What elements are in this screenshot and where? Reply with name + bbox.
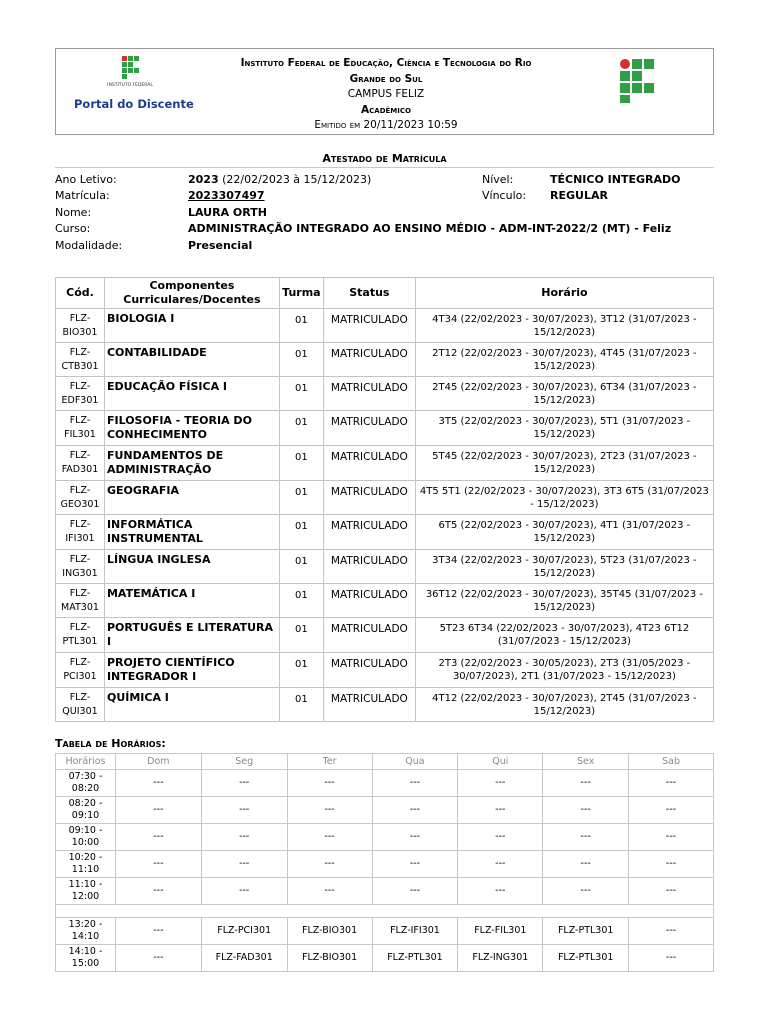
schedule-row (56, 797, 714, 824)
enrollment-table-header (56, 278, 714, 309)
course-code-suffix: FAD301 (61, 464, 99, 475)
schedule-cell: --- (287, 770, 372, 797)
course-code-prefix: FLZ- (69, 657, 91, 668)
schedule-time-end: 11:10 (71, 864, 100, 875)
schedule-cell: FLZ-FAD301 (201, 945, 287, 972)
schedule-time-end: 08:20 (71, 783, 100, 794)
schedule-time-start: 10:20 - (68, 852, 103, 863)
course-horario: 2T3 (22/02/2023 - 30/05/2023), 2T3 (31/05/2023 - 30/07/2023), 2T1 (31/07/2023 - 15/12/2023) (415, 653, 713, 688)
course-horario: 3T34 (22/02/2023 - 30/07/2023), 5T23 (31/07/2023 - 15/12/2023) (415, 550, 713, 584)
schedule-time (56, 770, 116, 797)
course-code-prefix: FLZ- (69, 313, 91, 324)
course-component: PORTUGUÊS E LITERATURA I (104, 618, 279, 653)
schedule-time-start: 13:20 - (68, 919, 103, 930)
if-logo-icon (619, 58, 657, 104)
course-turma: 01 (279, 688, 323, 722)
schedule-row (56, 945, 714, 972)
schedule-cell: FLZ-BIO301 (287, 918, 372, 945)
course-status: MATRICULADO (323, 411, 415, 446)
enrollment-row (56, 584, 714, 618)
course-component: BIOLOGIA I (104, 309, 279, 343)
course-status: MATRICULADO (323, 446, 415, 481)
course-code-suffix: BIO301 (62, 327, 98, 338)
schedule-cell: FLZ-PCI301 (201, 918, 287, 945)
course-horario: 6T5 (22/02/2023 - 30/07/2023), 4T1 (31/07/2023 - 15/12/2023) (415, 515, 713, 550)
course-code (56, 584, 105, 618)
course-code (56, 550, 105, 584)
course-status: MATRICULADO (323, 309, 415, 343)
course-code (56, 688, 105, 722)
schedule-row (56, 851, 714, 878)
institution-region: Grande do Sul (349, 72, 423, 85)
course-code-suffix: IFI301 (65, 533, 95, 544)
course-code-suffix: QUI301 (62, 706, 98, 717)
enrollment-row (56, 343, 714, 377)
course-code (56, 343, 105, 377)
schedule-cell: --- (287, 878, 372, 905)
course-turma: 01 (279, 446, 323, 481)
header-turma: Turma (279, 278, 323, 309)
header-componentes: Componentes Curriculares/Docentes (104, 278, 279, 309)
schedule-cell: --- (543, 851, 629, 878)
campus-name: CAMPUS FELIZ (347, 88, 425, 100)
course-status: MATRICULADO (323, 653, 415, 688)
header-cod: Cód. (56, 278, 105, 309)
course-horario: 5T23 6T34 (22/02/2023 - 30/07/2023), 4T23 6T12 (31/07/2023 - 15/12/2023) (415, 618, 713, 653)
course-code-suffix: ING301 (62, 568, 98, 579)
schedule-cell: --- (458, 797, 543, 824)
schedule-time-end: 14:10 (71, 931, 100, 942)
enrollment-row (56, 411, 714, 446)
schedule-cell: --- (629, 797, 714, 824)
vinculo-label: Vínculo: (482, 189, 527, 202)
course-code-prefix: FLZ- (69, 381, 91, 392)
department-name: Acadêmico (361, 103, 411, 116)
schedule-cell: --- (201, 851, 287, 878)
schedule-cell: --- (543, 797, 629, 824)
course-status: MATRICULADO (323, 550, 415, 584)
course-code-suffix: CTB301 (61, 361, 99, 372)
schedule-row (56, 878, 714, 905)
schedule-time (56, 878, 116, 905)
enrollment-row (56, 618, 714, 653)
schedule-row (56, 824, 714, 851)
schedule-cell: --- (372, 797, 458, 824)
schedule-cell: --- (629, 851, 714, 878)
schedule-cell: --- (115, 824, 201, 851)
schedule-cell: --- (629, 770, 714, 797)
schedule-table (55, 753, 714, 972)
logo-left-text: INSTITUTO FEDERAL (107, 83, 153, 88)
schedule-cell: --- (372, 770, 458, 797)
course-code (56, 446, 105, 481)
document-header (55, 48, 714, 135)
schedule-break-cell (56, 905, 714, 918)
schedule-time (56, 797, 116, 824)
sched-header-seg: Seg (201, 754, 287, 770)
course-code-prefix: FLZ- (69, 588, 91, 599)
schedule-cell: --- (458, 878, 543, 905)
course-code (56, 515, 105, 550)
portal-label[interactable]: Portal do Discente (74, 97, 194, 111)
enrollment-row (56, 377, 714, 411)
schedule-time (56, 851, 116, 878)
modalidade-label: Modalidade: (55, 239, 123, 252)
enrollment-table (55, 277, 714, 722)
course-status: MATRICULADO (323, 343, 415, 377)
course-component: LÍNGUA INGLESA (104, 550, 279, 584)
schedule-cell: --- (201, 770, 287, 797)
institute-logo-icon (107, 55, 153, 101)
schedule-time-end: 12:00 (71, 891, 100, 902)
course-code-suffix: MAT301 (61, 602, 99, 613)
course-turma: 01 (279, 584, 323, 618)
schedule-row (56, 770, 714, 797)
schedule-cell: --- (287, 797, 372, 824)
header-horario: Horário (415, 278, 713, 309)
schedule-time-end: 15:00 (71, 958, 100, 969)
schedule-header (56, 754, 714, 770)
schedule-cell: --- (458, 770, 543, 797)
course-code-suffix: PTL301 (62, 636, 98, 647)
schedule-time-start: 07:30 - (68, 771, 103, 782)
schedule-cell: --- (115, 918, 201, 945)
vinculo-value: REGULAR (550, 189, 608, 202)
course-code-prefix: FLZ- (69, 485, 91, 496)
schedule-cell: --- (543, 878, 629, 905)
course-component: EDUCAÇÃO FÍSICA I (104, 377, 279, 411)
course-turma: 01 (279, 550, 323, 584)
title-divider (55, 167, 714, 168)
schedule-cell: --- (372, 824, 458, 851)
course-turma: 01 (279, 309, 323, 343)
enrollment-row (56, 653, 714, 688)
modalidade-value: Presencial (188, 239, 253, 252)
course-code-prefix: FLZ- (69, 519, 91, 530)
schedule-cell: --- (115, 945, 201, 972)
course-component: GEOGRAFIA (104, 481, 279, 515)
schedule-cell: FLZ-BIO301 (287, 945, 372, 972)
schedule-cell: --- (115, 770, 201, 797)
curso-label: Curso: (55, 222, 91, 235)
course-horario: 2T45 (22/02/2023 - 30/07/2023), 6T34 (31/07/2023 - 15/12/2023) (415, 377, 713, 411)
enrollment-row (56, 309, 714, 343)
sched-header-dom: Dom (115, 754, 201, 770)
course-turma: 01 (279, 618, 323, 653)
course-code-suffix: EDF301 (61, 395, 99, 406)
course-code-prefix: FLZ- (69, 692, 91, 703)
course-component: CONTABILIDADE (104, 343, 279, 377)
sched-header-qua: Qua (372, 754, 458, 770)
course-status: MATRICULADO (323, 481, 415, 515)
schedule-cell: --- (458, 824, 543, 851)
schedule-time (56, 824, 116, 851)
sched-header-sex: Sex (543, 754, 629, 770)
sched-header-ter: Ter (287, 754, 372, 770)
course-code-prefix: FLZ- (69, 347, 91, 358)
sched-header-horarios: Horários (56, 754, 116, 770)
schedule-cell: FLZ-PTL301 (543, 918, 629, 945)
schedule-cell: --- (372, 851, 458, 878)
course-component: FILOSOFIA - TEORIA DO CONHECIMENTO (104, 411, 279, 446)
course-turma: 01 (279, 343, 323, 377)
course-component: QUÍMICA I (104, 688, 279, 722)
schedule-cell: --- (115, 851, 201, 878)
course-status: MATRICULADO (323, 618, 415, 653)
course-turma: 01 (279, 481, 323, 515)
nivel-label: Nível: (482, 173, 514, 186)
enrollment-row (56, 550, 714, 584)
schedule-cell: FLZ-PTL301 (372, 945, 458, 972)
schedule-cell: --- (629, 945, 714, 972)
nivel-value: TÉCNICO INTEGRADO (550, 173, 681, 186)
course-code (56, 377, 105, 411)
course-component: INFORMÁTICA INSTRUMENTAL (104, 515, 279, 550)
ano-letivo-year: 2023 (188, 173, 219, 186)
schedule-cell: --- (201, 797, 287, 824)
matricula-label: Matrícula: (55, 189, 110, 202)
nome-value: LAURA ORTH (188, 206, 267, 219)
issue-date: Emitido em 20/11/2023 10:59 (314, 119, 458, 131)
document-title: Atestado de Matrícula (322, 152, 447, 165)
course-turma: 01 (279, 653, 323, 688)
sched-header-sab: Sab (629, 754, 714, 770)
enrollment-row (56, 688, 714, 722)
course-status: MATRICULADO (323, 377, 415, 411)
course-turma: 01 (279, 377, 323, 411)
course-code (56, 618, 105, 653)
course-component: MATEMÁTICA I (104, 584, 279, 618)
schedule-time-start: 11:10 - (68, 879, 103, 890)
course-horario: 4T12 (22/02/2023 - 30/07/2023), 2T45 (31/07/2023 - 15/12/2023) (415, 688, 713, 722)
schedule-cell: --- (201, 878, 287, 905)
schedule-cell: --- (543, 770, 629, 797)
schedule-cell: FLZ-FIL301 (458, 918, 543, 945)
ano-letivo-range: (22/02/2023 à 15/12/2023) (218, 173, 372, 186)
schedule-cell: --- (629, 918, 714, 945)
schedule-time-end: 09:10 (71, 810, 100, 821)
nome-label: Nome: (55, 206, 92, 219)
course-code (56, 411, 105, 446)
schedule-cell: --- (287, 824, 372, 851)
course-component: PROJETO CIENTÍFICO INTEGRADOR I (104, 653, 279, 688)
course-status: MATRICULADO (323, 688, 415, 722)
course-horario: 4T5 5T1 (22/02/2023 - 30/07/2023), 3T3 6T5 (31/07/2023 - 15/12/2023) (415, 481, 713, 515)
schedule-cell: --- (458, 851, 543, 878)
schedule-break-row (56, 905, 714, 918)
course-code-suffix: PCI301 (63, 671, 97, 682)
schedule-title: Tabela de Horários: (55, 737, 166, 750)
matricula-value: 2023307497 (188, 189, 265, 202)
course-component: FUNDAMENTOS DE ADMINISTRAÇÃO (104, 446, 279, 481)
sched-header-qui: Qui (458, 754, 543, 770)
course-horario: 5T45 (22/02/2023 - 30/07/2023), 2T23 (31/07/2023 - 15/12/2023) (415, 446, 713, 481)
ano-letivo-label: Ano Letivo: (55, 173, 117, 186)
course-status: MATRICULADO (323, 515, 415, 550)
enrollment-row (56, 446, 714, 481)
institution-heading (206, 56, 566, 134)
header-status: Status (323, 278, 415, 309)
schedule-time-end: 10:00 (71, 837, 100, 848)
institution-name: Instituto Federal de Educação, Ciência e Tecnologia do Rio (240, 57, 532, 69)
course-horario: 4T34 (22/02/2023 - 30/07/2023), 3T12 (31/07/2023 - 15/12/2023) (415, 309, 713, 343)
schedule-cell: --- (372, 878, 458, 905)
course-status: MATRICULADO (323, 584, 415, 618)
schedule-cell: --- (287, 851, 372, 878)
enrollment-row (56, 515, 714, 550)
schedule-time-start: 14:10 - (68, 946, 103, 957)
schedule-cell: FLZ-IFI301 (372, 918, 458, 945)
schedule-cell: --- (543, 824, 629, 851)
course-code-prefix: FLZ- (69, 415, 91, 426)
enrollment-row (56, 481, 714, 515)
schedule-cell: --- (115, 797, 201, 824)
schedule-time (56, 945, 116, 972)
schedule-cell: FLZ-ING301 (458, 945, 543, 972)
schedule-cell: --- (629, 878, 714, 905)
course-code-prefix: FLZ- (69, 622, 91, 633)
course-code (56, 309, 105, 343)
schedule-cell: --- (115, 878, 201, 905)
course-horario: 3T5 (22/02/2023 - 30/07/2023), 5T1 (31/07/2023 - 15/12/2023) (415, 411, 713, 446)
schedule-time-start: 08:20 - (68, 798, 103, 809)
schedule-cell: --- (629, 824, 714, 851)
course-code (56, 653, 105, 688)
course-turma: 01 (279, 515, 323, 550)
course-code-prefix: FLZ- (69, 450, 91, 461)
course-code-suffix: GEO301 (60, 499, 100, 510)
schedule-cell: FLZ-PTL301 (543, 945, 629, 972)
curso-value: ADMINISTRAÇÃO INTEGRADO AO ENSINO MÉDIO - ADM-INT-2022/2 (MT) - Feliz (188, 222, 672, 235)
course-code-suffix: FIL301 (64, 429, 96, 440)
course-code (56, 481, 105, 515)
schedule-row (56, 918, 714, 945)
schedule-cell: --- (201, 824, 287, 851)
course-code-prefix: FLZ- (69, 554, 91, 565)
course-horario: 36T12 (22/02/2023 - 30/07/2023), 35T45 (31/07/2023 - 15/12/2023) (415, 584, 713, 618)
course-horario: 2T12 (22/02/2023 - 30/07/2023), 4T45 (31/07/2023 - 15/12/2023) (415, 343, 713, 377)
schedule-time (56, 918, 116, 945)
schedule-time-start: 09:10 - (68, 825, 103, 836)
course-turma: 01 (279, 411, 323, 446)
